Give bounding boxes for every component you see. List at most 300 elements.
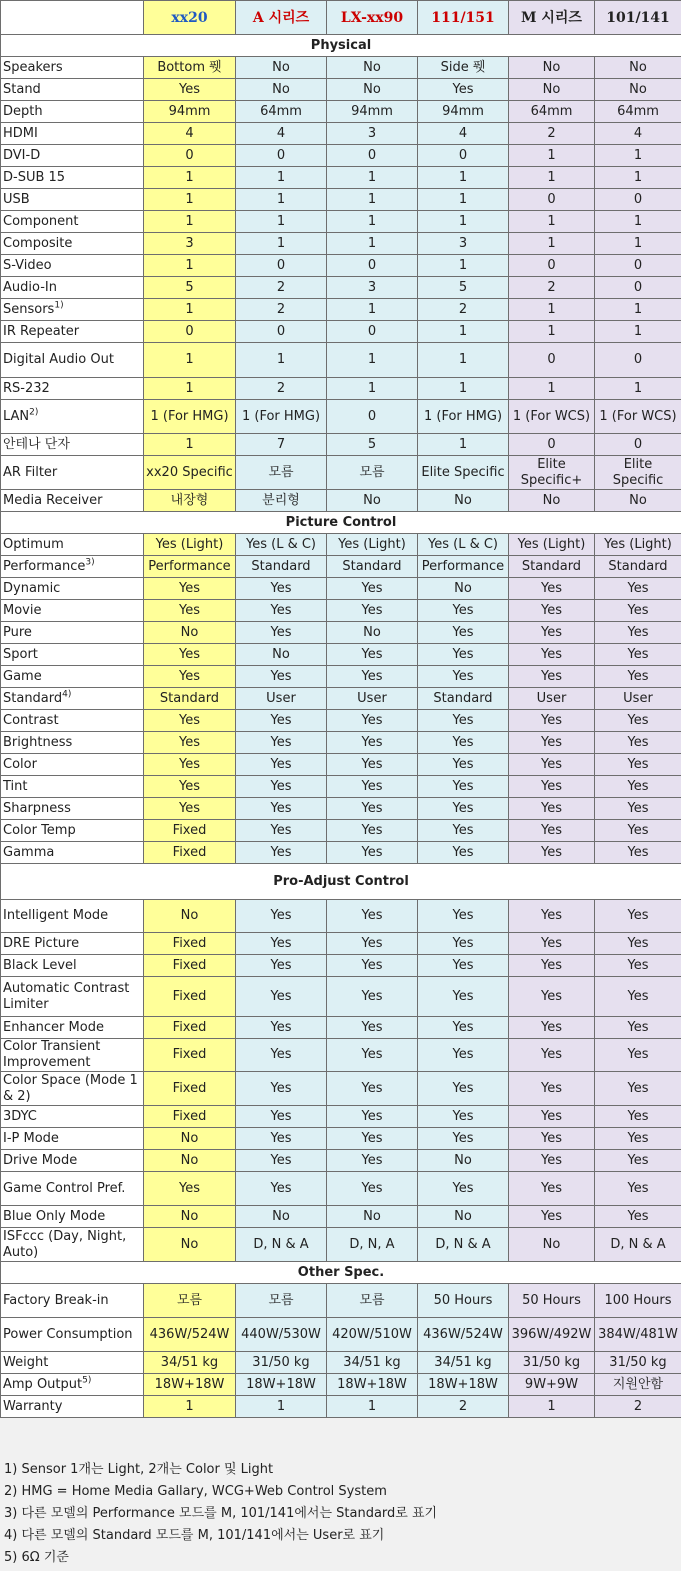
table-cell: Yes [509,977,595,1017]
table-cell: Yes [418,1017,509,1039]
table-cell: Yes [509,1206,595,1228]
table-cell: Yes [418,622,509,644]
table-cell: 0 [509,434,595,456]
table-cell: Yes (Light) [144,534,236,556]
table-cell: 1 [327,189,418,211]
table-cell: 1 [144,1396,236,1418]
table-cell: Yes [236,754,327,776]
table-cell: 2 [236,277,327,299]
table-cell: Yes [327,1106,418,1128]
table-cell: Yes [236,732,327,754]
table-cell: Yes [418,644,509,666]
table-cell: Yes [595,1206,681,1228]
table-cell: 0 [327,400,418,434]
table-cell: No [418,578,509,600]
table-cell: 1 [327,211,418,233]
table-cell: Yes [144,644,236,666]
table-cell: Standard [327,556,418,578]
table-cell: 1 (For HMG) [418,400,509,434]
row-label [1,123,144,145]
table-cell: Yes [236,1039,327,1072]
row-label [1,299,144,321]
table-cell: Yes [144,79,236,101]
column-header: LX-xx90 [327,1,418,35]
row-label [1,101,144,123]
table-body [1,35,681,1418]
footnote: 4) 다른 모델의 Standard 모드를 M, 101/141에서는 User로 표기 [4,1527,437,1549]
row-label-text: USB [3,192,30,207]
table-cell: 1 [144,255,236,277]
row-label [1,754,144,776]
table-cell: 50 Hours [509,1284,595,1318]
table-cell: Yes [509,776,595,798]
table-cell: Yes (Light) [509,534,595,556]
row-label-text: DRE Picture [3,936,79,951]
table-row [1,378,681,400]
table-cell: Fixed [144,977,236,1017]
table-cell: Yes [595,578,681,600]
table-cell: 1 (For WCS) [509,400,595,434]
table-cell: Yes [418,977,509,1017]
section-header-row [1,864,681,900]
column-header: A 시리즈 [236,1,327,35]
row-label [1,434,144,456]
table-cell: Yes [327,1039,418,1072]
row-label [1,955,144,977]
table-cell: 1 [144,211,236,233]
table-cell: Yes [327,933,418,955]
table-cell: Yes [144,776,236,798]
table-cell: 2 [418,299,509,321]
row-label-text: Stand [3,82,41,97]
row-label [1,644,144,666]
table-row [1,400,681,434]
row-label [1,977,144,1017]
table-cell: Yes [236,1017,327,1039]
row-label [1,933,144,955]
table-cell: Yes [509,600,595,622]
table-row [1,556,681,578]
row-label-text: HDMI [3,126,38,141]
table-cell: Yes [236,600,327,622]
table-cell: Yes [418,933,509,955]
table-row [1,1352,681,1374]
table-cell: 64mm [595,101,681,123]
row-label [1,1150,144,1172]
table-cell: 2 [418,1396,509,1418]
row-label-text: Enhancer Mode [3,1020,104,1035]
table-cell: 396W/492W [509,1318,595,1352]
table-cell: 1 [327,1396,418,1418]
table-cell: No [236,1206,327,1228]
table-cell: Yes [595,933,681,955]
table-row [1,321,681,343]
table-cell: Bottom 퓃 [144,57,236,79]
table-cell: Standard [418,688,509,710]
table-cell: Yes [595,977,681,1017]
table-cell: Yes [236,622,327,644]
table-cell: Yes [144,666,236,688]
table-row [1,666,681,688]
table-cell: Yes [509,754,595,776]
table-cell: No [144,1228,236,1262]
table-cell: 1 [595,378,681,400]
row-label [1,1128,144,1150]
table-cell: Yes [595,1106,681,1128]
table-cell: 2 [236,378,327,400]
row-label [1,277,144,299]
table-row [1,79,681,101]
row-label [1,1284,144,1318]
row-label [1,732,144,754]
table-cell: Yes [327,798,418,820]
table-row [1,600,681,622]
table-cell: Yes [236,933,327,955]
table-cell: Yes [236,1072,327,1106]
table-cell: D, N, A [327,1228,418,1262]
table-cell: 모름 [144,1284,236,1318]
table-cell: 50 Hours [418,1284,509,1318]
table-cell: 31/50 kg [236,1352,327,1374]
table-cell: Yes [418,900,509,933]
table-cell: 7 [236,434,327,456]
row-label [1,1072,144,1106]
table-cell: 1 [236,1396,327,1418]
table-row [1,145,681,167]
table-row [1,732,681,754]
table-cell: Yes [509,933,595,955]
table-cell: Yes [144,710,236,732]
table-cell: 5 [144,277,236,299]
table-cell: 0 [509,343,595,378]
table-cell: 4 [144,123,236,145]
table-cell: No [418,1150,509,1172]
table-cell: 420W/510W [327,1318,418,1352]
table-cell: Elite Specific+ [509,456,595,490]
row-label [1,378,144,400]
footnote-ref: 1) [54,300,63,310]
table-cell: No [418,1206,509,1228]
row-label-text: Media Receiver [3,493,102,508]
table-cell: No [418,490,509,512]
row-label-text: Depth [3,104,43,119]
table-cell: Yes [595,754,681,776]
footnotes [4,1461,437,1571]
row-label-text: DVI-D [3,148,40,163]
table-cell: D, N & A [595,1228,681,1262]
row-label [1,189,144,211]
row-label [1,167,144,189]
row-label [1,900,144,933]
table-cell: Yes [595,1128,681,1150]
table-cell: Yes [327,666,418,688]
table-cell: 1 [509,299,595,321]
table-cell: 100 Hours [595,1284,681,1318]
table-row [1,688,681,710]
row-label-text: Intelligent Mode [3,908,108,923]
table-cell: Yes [595,622,681,644]
table-cell: 94mm [327,101,418,123]
row-label-text: Drive Mode [3,1153,77,1168]
table-cell: 31/50 kg [509,1352,595,1374]
table-cell: No [144,1150,236,1172]
table-row [1,622,681,644]
row-label [1,1396,144,1418]
table-cell: 지원안함 [595,1374,681,1396]
table-cell: Yes [236,798,327,820]
row-label-text: Power Consumption [3,1327,133,1342]
table-cell: 1 (For WCS) [595,400,681,434]
table-cell: Yes [236,977,327,1017]
table-cell: Yes [595,1150,681,1172]
table-cell: 2 [509,277,595,299]
table-cell: Yes [509,798,595,820]
table-cell: Yes (Light) [327,534,418,556]
row-label-text: Black Level [3,958,77,973]
table-cell: Yes [418,776,509,798]
row-label-text: Color Space (Mode 1 & 2) [3,1073,138,1104]
row-label-text: RS-232 [3,381,50,396]
header-row [1,1,681,35]
table-cell: 3 [327,123,418,145]
table-cell: Fixed [144,1106,236,1128]
table-cell: Yes [418,732,509,754]
table-cell: Standard [144,688,236,710]
table-cell: 34/51 kg [327,1352,418,1374]
table-cell: 31/50 kg [595,1352,681,1374]
table-cell: No [509,490,595,512]
table-cell: Yes [595,820,681,842]
table-row [1,277,681,299]
table-cell: Standard [236,556,327,578]
table-cell: Yes [418,955,509,977]
table-cell: Yes [418,842,509,864]
table-cell: 모름 [236,456,327,490]
table-cell: Yes [418,666,509,688]
row-label-text: I-P Mode [3,1131,59,1146]
table-cell: 1 [236,167,327,189]
table-cell: 5 [418,277,509,299]
table-cell: Yes [418,79,509,101]
table-cell: Yes [595,732,681,754]
row-label [1,578,144,600]
row-label-text: Game [3,669,42,684]
footnote-ref: 3) [85,557,94,567]
row-label [1,666,144,688]
table-cell: Yes [327,1017,418,1039]
table-cell: Yes [418,1128,509,1150]
table-cell: No [236,57,327,79]
table-cell: 1 [595,321,681,343]
table-cell: 384W/481W [595,1318,681,1352]
table-cell: Yes [509,842,595,864]
table-row [1,343,681,378]
section-header-row [1,35,681,57]
table-cell: 94mm [418,101,509,123]
row-label-text: Amp Output [3,1377,82,1392]
table-cell: 1 [327,167,418,189]
table-cell: Yes [144,600,236,622]
table-row [1,123,681,145]
table-cell: No [327,79,418,101]
table-cell: 1 [418,211,509,233]
table-cell: 440W/530W [236,1318,327,1352]
table-cell: Yes [236,955,327,977]
table-cell: Yes [595,600,681,622]
table-row [1,1396,681,1418]
table-cell: 3 [144,233,236,255]
section-title: Pro-Adjust Control [1,864,681,900]
row-label-text: Brightness [3,735,72,750]
table-cell: Performance [144,556,236,578]
row-label-text: Color [3,757,37,772]
row-label-text: Dynamic [3,581,60,596]
table-cell: Yes [418,600,509,622]
row-label [1,820,144,842]
table-cell: 436W/524W [144,1318,236,1352]
column-header: 111/151 [418,1,509,35]
table-cell: 1 [144,378,236,400]
row-label [1,145,144,167]
row-label-text: Tint [3,779,28,794]
row-label-text: Digital Audio Out [3,352,114,367]
table-cell: Yes [509,710,595,732]
table-row [1,534,681,556]
table-cell: Yes [509,644,595,666]
table-row [1,820,681,842]
table-cell: Yes [144,798,236,820]
row-label-text: Sport [3,647,38,662]
row-label-text: IR Repeater [3,324,79,339]
table-cell: 1 [418,321,509,343]
table-row [1,1017,681,1039]
row-label-text: Contrast [3,713,59,728]
table-cell: Yes [595,710,681,732]
table-cell: 1 [595,299,681,321]
table-cell: No [327,1206,418,1228]
table-row [1,434,681,456]
table-cell: 1 [509,233,595,255]
table-cell: Fixed [144,1017,236,1039]
row-label-text: Warranty [3,1399,62,1414]
table-cell: 5 [327,434,418,456]
row-label [1,1106,144,1128]
table-cell: Elite Specific [418,456,509,490]
footnote-ref: 4) [62,689,71,699]
table-cell: Yes [509,1072,595,1106]
table-cell: 34/51 kg [144,1352,236,1374]
row-label-text: Composite [3,236,72,251]
row-label [1,1172,144,1206]
row-label-text: Factory Break-in [3,1293,109,1308]
table-cell: No [144,900,236,933]
row-label [1,1039,144,1072]
row-label-text: Weight [3,1355,48,1370]
table-cell: Yes (L & C) [236,534,327,556]
table-cell: Yes [509,732,595,754]
table-cell: No [144,1128,236,1150]
row-label-text: Sensors [3,302,54,317]
row-label [1,622,144,644]
table-cell: Yes [327,644,418,666]
table-cell: Standard [509,556,595,578]
table-cell: Yes [327,955,418,977]
table-cell: Yes [144,732,236,754]
table-cell: 0 [327,145,418,167]
row-label-text: Standard [3,691,62,706]
table-cell: Yes [327,1172,418,1206]
table-row [1,211,681,233]
table-cell: 0 [595,434,681,456]
table-cell: Yes [509,622,595,644]
table-cell: 0 [327,255,418,277]
section-header-row [1,1262,681,1284]
row-label-text: Game Control Pref. [3,1181,125,1196]
table-cell: No [509,79,595,101]
table-cell: Yes (L & C) [418,534,509,556]
table-cell: No [236,79,327,101]
table-cell: 1 [418,343,509,378]
table-cell: 1 [418,434,509,456]
table-cell: 1 [509,145,595,167]
table-cell: 4 [418,123,509,145]
table-cell: Yes (Light) [595,534,681,556]
footnote: 2) HMG = Home Media Gallary, WCG+Web Control System [4,1483,437,1505]
footnote-ref: 5) [82,1375,91,1385]
row-label [1,400,144,434]
table-row [1,955,681,977]
section-title: Physical [1,35,681,57]
row-label-text: Component [3,214,78,229]
table-row [1,1172,681,1206]
table-cell: 0 [418,145,509,167]
table-cell: 1 [418,378,509,400]
table-cell: 1 [418,189,509,211]
table-cell: Fixed [144,933,236,955]
table-cell: Elite Specific [595,456,681,490]
table-cell: Yes [595,900,681,933]
table-cell: No [327,622,418,644]
table-cell: Yes [327,600,418,622]
table-cell: 1 [418,167,509,189]
table-cell: Yes [236,1128,327,1150]
table-cell: No [595,57,681,79]
table-cell: Yes [236,1106,327,1128]
row-label-text: Speakers [3,60,63,75]
table-cell: Yes [236,842,327,864]
table-cell: Yes [418,1072,509,1106]
row-label [1,600,144,622]
table-cell: 0 [509,255,595,277]
table-cell: No [595,79,681,101]
table-cell: Standard [595,556,681,578]
table-cell: No [509,57,595,79]
table-row [1,710,681,732]
footnote: 1) Sensor 1개는 Light, 2개는 Color 및 Light [4,1461,437,1483]
section-title: Other Spec. [1,1262,681,1284]
table-cell: Yes [509,820,595,842]
table-cell: Yes [509,955,595,977]
footnote-ref: 2) [29,407,38,417]
table-cell: 1 [144,434,236,456]
table-cell: Yes [327,900,418,933]
row-label [1,1206,144,1228]
table-row [1,900,681,933]
table-cell: 분리형 [236,490,327,512]
table-cell: Fixed [144,820,236,842]
section-header-row [1,512,681,534]
table-cell: Yes [327,1150,418,1172]
